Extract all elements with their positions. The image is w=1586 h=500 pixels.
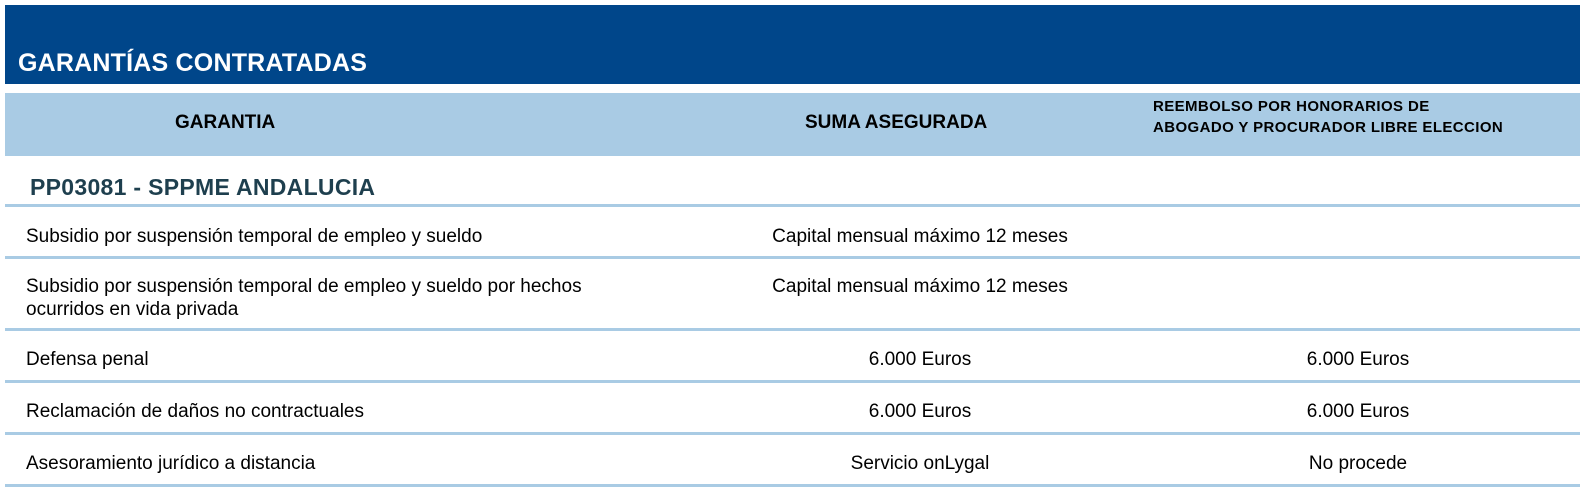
row-2-garantia bbox=[26, 275, 706, 321]
row-4-suma: 6.000 Euros bbox=[868, 401, 972, 422]
row-2-garantia-line1: Subsidio por suspensión temporal de empleo y sueldo por hechos bbox=[26, 276, 582, 297]
title-bar bbox=[5, 5, 1580, 84]
header-reembolso bbox=[1153, 96, 1503, 138]
header-suma-asegurada: SUMA ASEGURADA bbox=[805, 112, 988, 133]
row-1-garantia: Subsidio por suspensión temporal de empleo y sueldo bbox=[26, 226, 483, 247]
row-divider bbox=[5, 432, 1580, 435]
row-divider bbox=[5, 484, 1580, 487]
row-3-suma: 6.000 Euros bbox=[868, 349, 972, 370]
row-5-garantia: Asesoramiento jurídico a distancia bbox=[26, 453, 316, 474]
page-title: GARANTÍAS CONTRATADAS bbox=[18, 49, 368, 77]
row-2-suma: Capital mensual máximo 12 meses bbox=[772, 276, 1068, 297]
header-garantia: GARANTIA bbox=[175, 112, 276, 133]
section-title: PP03081 - SPPME ANDALUCIA bbox=[30, 174, 376, 200]
row-3-reembolso: 6.000 Euros bbox=[1306, 349, 1410, 370]
row-1-suma: Capital mensual máximo 12 meses bbox=[772, 226, 1068, 247]
row-5-suma: Servicio onLygal bbox=[850, 453, 990, 474]
row-4-reembolso: 6.000 Euros bbox=[1306, 401, 1410, 422]
row-3-garantia: Defensa penal bbox=[26, 349, 149, 370]
row-divider bbox=[5, 380, 1580, 383]
header-reembolso-line1: REEMBOLSO POR HONORARIOS DE bbox=[1153, 98, 1430, 115]
row-4-garantia: Reclamación de daños no contractuales bbox=[26, 401, 364, 422]
row-2-garantia-line2: ocurridos en vida privada bbox=[26, 299, 239, 320]
row-divider bbox=[5, 328, 1580, 331]
row-divider bbox=[5, 256, 1580, 259]
row-divider bbox=[5, 204, 1580, 207]
table-header bbox=[5, 93, 1580, 156]
header-reembolso-line2: ABOGADO Y PROCURADOR LIBRE ELECCION bbox=[1153, 119, 1504, 136]
row-5-reembolso: No procede bbox=[1308, 453, 1408, 474]
